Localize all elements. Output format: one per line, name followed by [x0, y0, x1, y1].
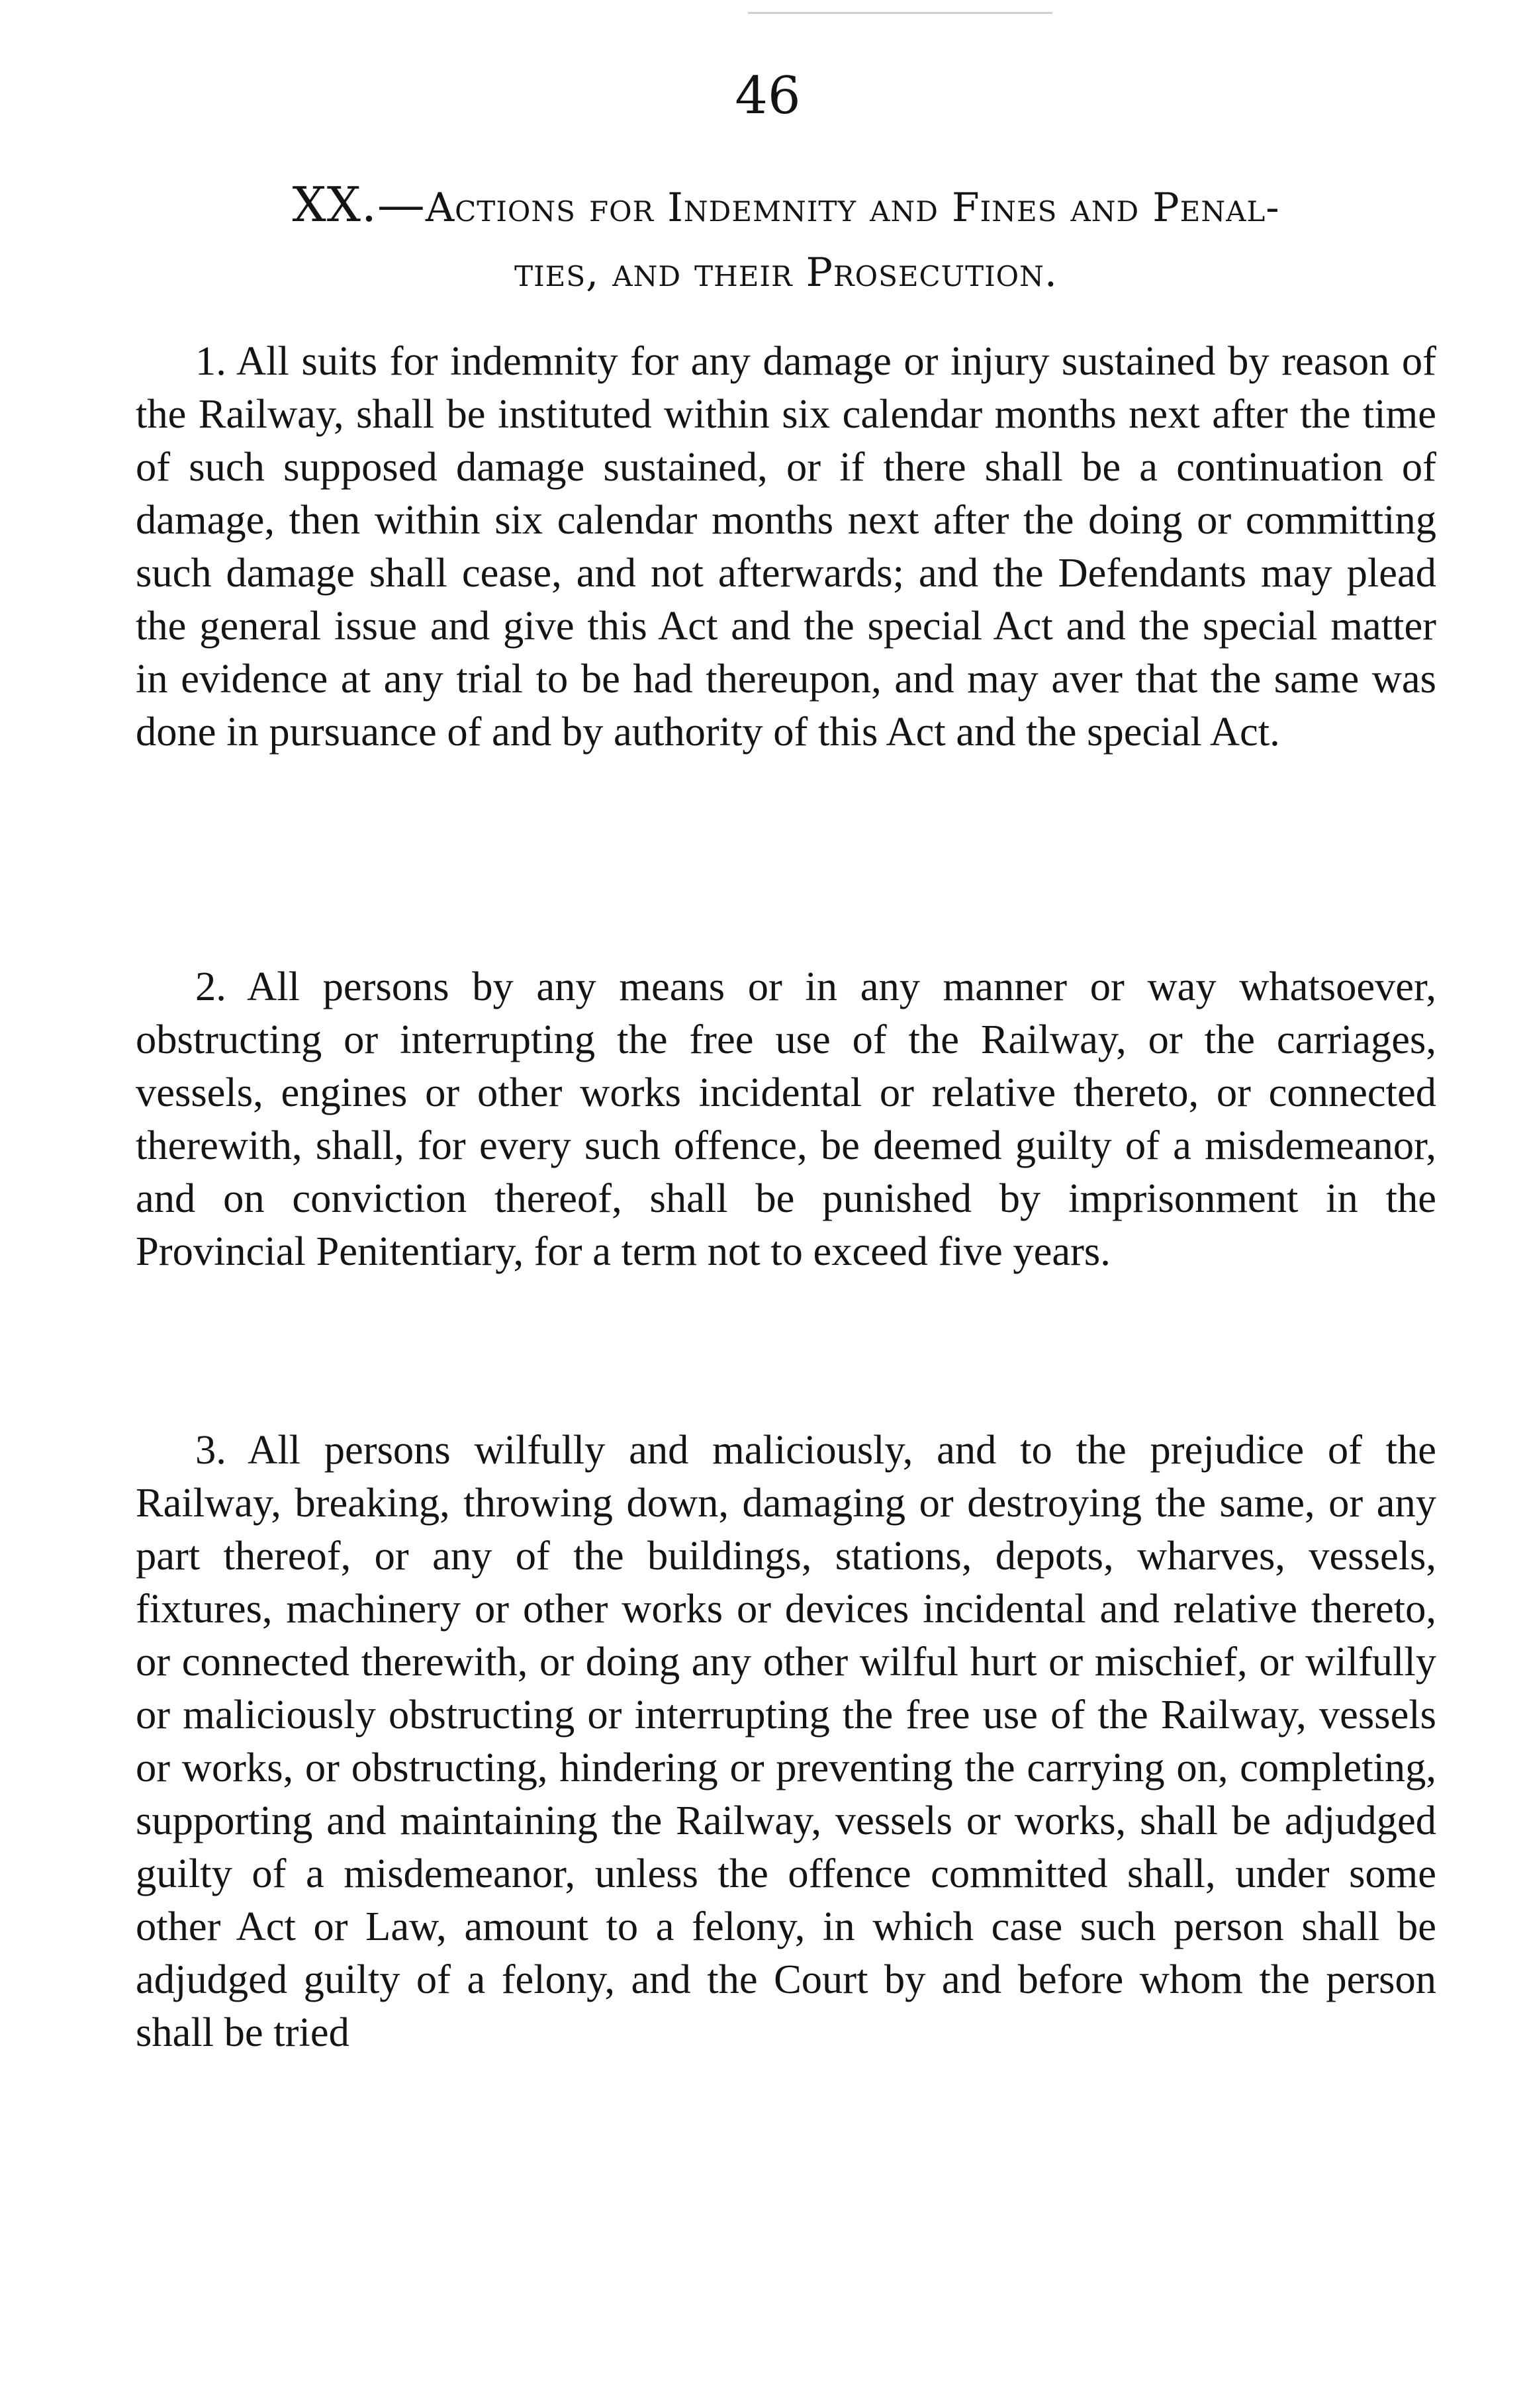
scan-edge-mark — [748, 12, 1052, 14]
section-title-part-2: ties, and their Prosecution. — [514, 250, 1058, 296]
section-title-part-1: Actions for Indemnity and Fines and Penal- — [425, 185, 1280, 231]
page-number: 46 — [735, 66, 801, 126]
section-heading-line-1 — [136, 172, 1436, 240]
paragraph-2: 2. All persons by any means or in any manner or way whatsoever, obstructing or interrupting the free use of the Railway, or the carriages, vessels, engines or other works incidental or relative thereto, or connected therewith, shall, for every such offence, be deemed guilty of a misdemeanor, and on conviction thereof, shall be punished by imprisonment in the Provincial Penitentiary, for a term not to exceed five years. — [136, 963, 1436, 1274]
section-heading — [136, 172, 1436, 305]
paragraph-3: 3. All persons wilfully and maliciously, and to the prejudice of the Railway, breaking, throwing down, damaging or destroying the same, or any part thereof, or any of the buildings, stations, depots, wharves, vessels, fixtures, machinery or other works or devices incidental and relative thereto, or connected therewith, or doing any other wilful hurt or mischief, or wilfully or maliciously obstructing or interrupting the free use of the Railway, vessels or works, or obstructing, hindering or preventing the carrying on, completing, supporting and maintaining the Railway, vessels or works, shall be adjudged guilty of a misdemeanor, unless the offence committed shall, under some other Act or Law, amount to a felony, in which case such person shall be adjudged guilty of a felony, and the Court by and before whom the person shall be tried — [136, 1426, 1436, 2055]
paragraph-1: 1. All suits for indemnity for any damage or injury sustained by reason of the Railway, shall be instituted within six calendar months next after the time of such supposed damage sustained, or if there shall be a continuation of damage, then within six calendar months next after the doing or committing such damage shall cease, and not afterwards; and the Defendants may plead the general issue and give this Act and the special Act and the special matter in evidence at any trial to be had thereupon, and may aver that the same was done in pursuance of and by authority of this Act and the special Act. — [136, 338, 1436, 755]
section-number: XX.— — [292, 177, 426, 232]
